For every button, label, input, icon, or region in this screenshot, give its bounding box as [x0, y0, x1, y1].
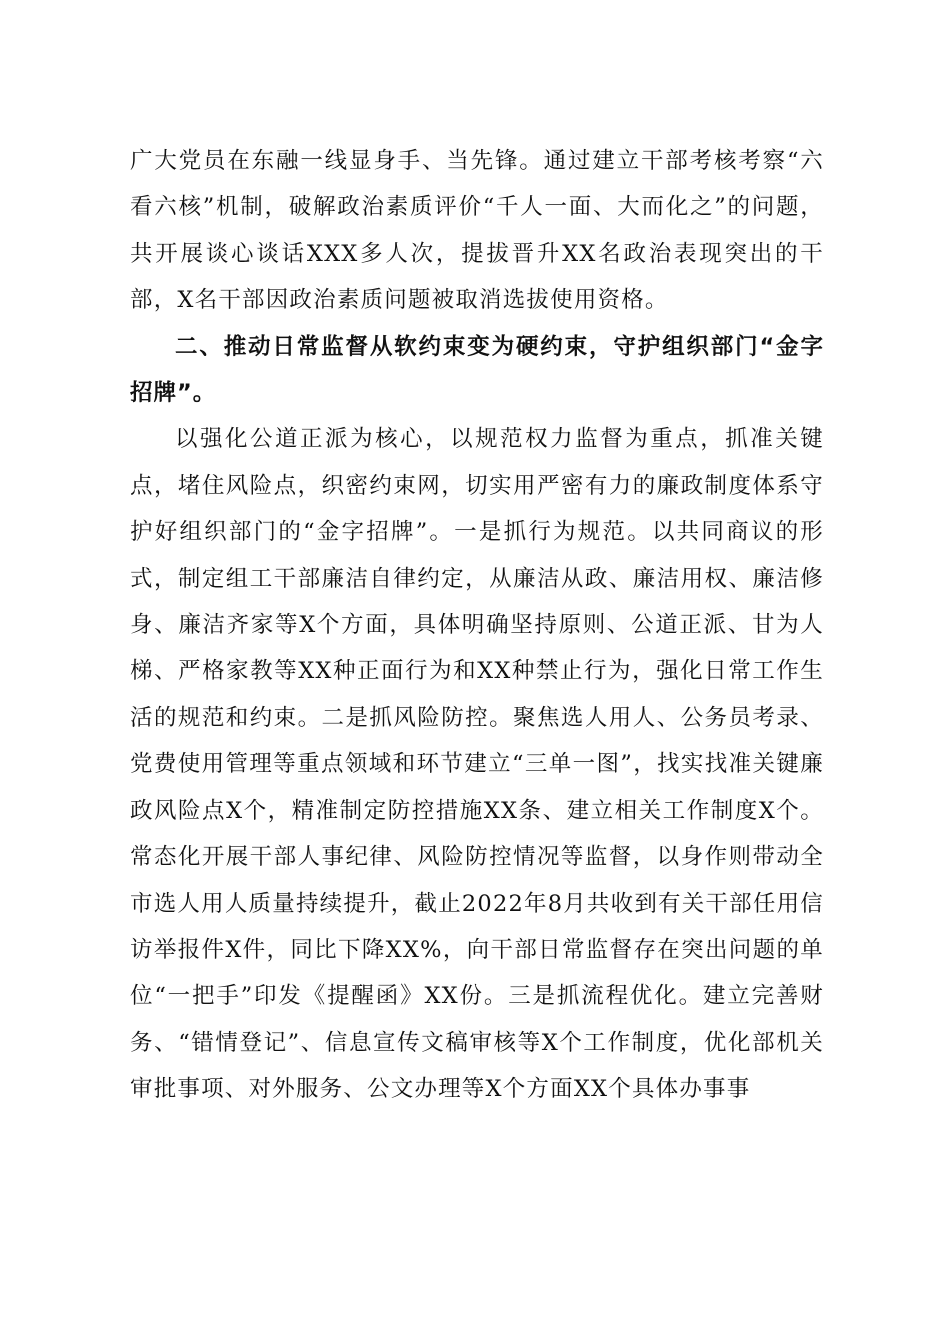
paragraph-supervision: 以强化公道正派为核心，以规范权力监督为重点，抓准关键点，堵住风险点，织密约束网，切实用严密有力的廉政制度体系守护好组织部门的“金字招牌”。一是抓行为规范。以共同商议的形式，制定组工干部廉洁自律约定，从廉洁从政、廉洁用权、廉洁修身、廉洁齐家等X个方面，具体明确坚持原则、公道正派、甘为人梯、严格家教等XX种正面行为和XX种禁止行为，强化日常工作生活的规范和约束。二是抓风险防控。聚焦选人用人、公务员考录、党费使用管理等重点领域和环节建立“三单一图”，找实找准关键廉政风险点X个，精准制定防控措施XX条、建立相关工作制度X个。常态化开展干部人事纪律、风险防控情况等监督，以身作则带动全市选人用人质量持续提升，截止2022年8月共收到有关干部任用信访举报件X件，同比下降XX%，向干部日常监督存在突出问题的单位“一把手”印发《提醒函》XX份。三是抓流程优化。建立完善财务、“错情登记”、信息宣传文稿审核等X个工作制度，优化部机关审批事项、对外服务、公文办理等X个方面XX个具体办事事	[130, 426, 824, 1103]
document-body	[130, 138, 824, 1113]
paragraph-party-members: 广大党员在东融一线显身手、当先锋。通过建立干部考核考察“六看六核”机制，破解政治素质评价“千人一面、大而化之”的问题，共开展谈心谈话XXX多人次，提拔晋升XX名政治表现突出的干部，X名干部因政治素质问题被取消选拔使用资格。	[130, 148, 824, 314]
section-heading-2: 二、推动日常监督从软约束变为硬约束，守护组织部门“金字招牌”。	[130, 333, 824, 407]
